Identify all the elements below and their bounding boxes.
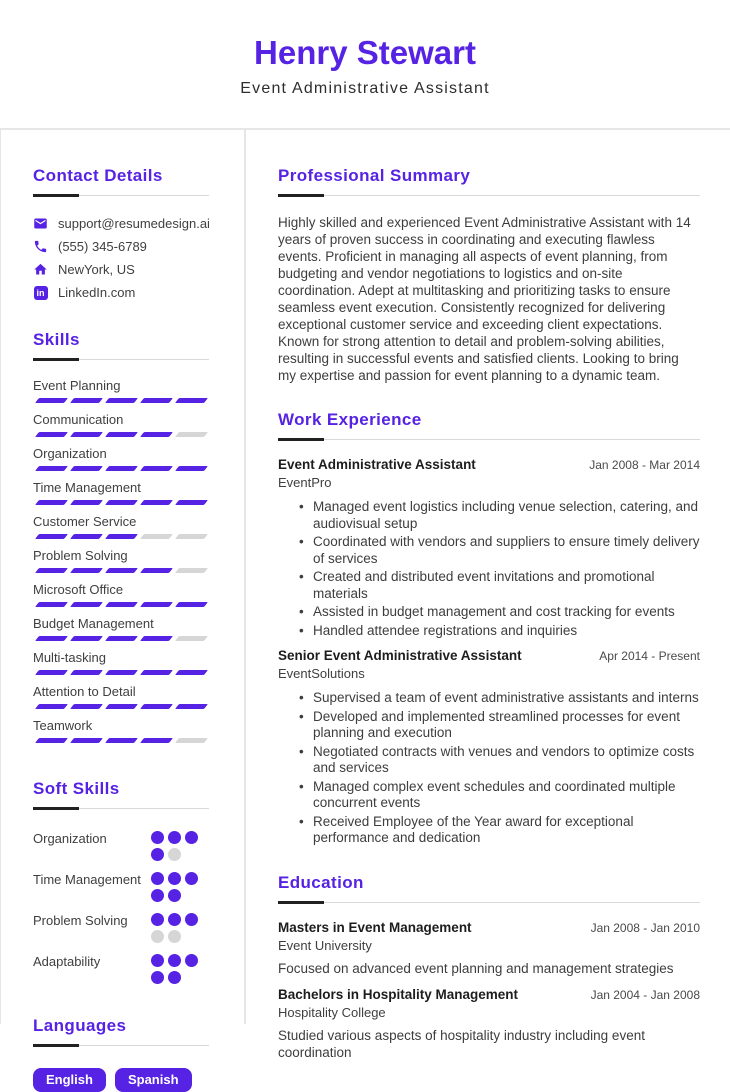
summary-section bbox=[278, 166, 700, 384]
job-bullets bbox=[278, 499, 700, 639]
skill-row bbox=[33, 582, 209, 607]
summary-text: Highly skilled and experienced Event Administrative Assistant with 14 years of proven success in coordinating and executing flawless events. Proficient in managing all aspects of event planning, from budgeting and vendor negotiations to logistics and on-site coordination. Adept at multitasking and prioritizing tasks to ensure seamless event execution. Consistently recognized for delivering exceptional customer service and exceeding client expectations. Known for strong attention to detail and problem-solving abilities, resulting in successful events and satisfied clients. Looking to bring my expertise and passion for event planning to a dynamic team. bbox=[278, 215, 691, 383]
skill-label: Attention to Detail bbox=[33, 684, 136, 699]
heading-rule bbox=[33, 807, 209, 809]
bullet-item: • Created and distributed event invitations and promotional materials bbox=[278, 569, 700, 602]
skill-label: Customer Service bbox=[33, 514, 137, 529]
school-name: Event University bbox=[278, 937, 372, 953]
skill-label: Communication bbox=[33, 412, 124, 427]
skill-bar bbox=[33, 432, 209, 437]
skill-dot bbox=[151, 872, 164, 885]
skill-bar-segment bbox=[140, 568, 173, 573]
degree-title: Bachelors in Hospitality Management bbox=[278, 986, 519, 1002]
contact-item-phone bbox=[33, 239, 209, 254]
skills-heading: Skills bbox=[33, 330, 80, 349]
skill-row bbox=[33, 378, 209, 403]
skill-dot bbox=[168, 913, 181, 926]
summary-heading: Professional Summary bbox=[278, 166, 471, 185]
skill-bar-segment bbox=[140, 636, 173, 641]
skill-dot bbox=[151, 889, 164, 902]
skill-dot bbox=[151, 913, 164, 926]
linkedin-icon: in bbox=[33, 285, 48, 300]
soft-skill-label: Problem Solving bbox=[33, 913, 128, 928]
skill-bar-segment bbox=[105, 670, 138, 675]
education-header bbox=[278, 987, 700, 1002]
home-icon bbox=[33, 262, 48, 277]
skill-label: Teamwork bbox=[33, 718, 93, 733]
job-entry bbox=[278, 648, 700, 847]
skill-row bbox=[33, 616, 209, 641]
skill-dot bbox=[185, 954, 198, 967]
skill-bar-segment bbox=[140, 398, 173, 403]
soft-skill-dots bbox=[151, 952, 209, 984]
education-dates: Jan 2008 - Jan 2010 bbox=[590, 920, 700, 935]
bullet-item: • Managed complex event schedules and coordinated multiple concurrent events bbox=[278, 779, 700, 812]
bullet-item: • Developed and implemented streamlined processes for event planning and execution bbox=[278, 709, 700, 742]
job-header bbox=[278, 648, 700, 663]
contact-email-text[interactable]: support@resumedesign.ai bbox=[58, 216, 210, 231]
skill-bar-segment bbox=[35, 398, 68, 403]
skill-bar bbox=[33, 466, 209, 471]
skill-label: Multi-tasking bbox=[33, 650, 106, 665]
skill-bar bbox=[33, 398, 209, 403]
resume-body bbox=[0, 128, 730, 1087]
skill-bar-segment bbox=[35, 500, 68, 505]
skill-dot bbox=[168, 889, 181, 902]
skill-bar-segment bbox=[175, 568, 208, 573]
skill-dot bbox=[168, 930, 181, 943]
skill-bar-segment bbox=[175, 466, 208, 471]
skill-bar-segment bbox=[175, 398, 208, 403]
skill-dot bbox=[151, 954, 164, 967]
skill-dot bbox=[168, 848, 181, 861]
contact-item-location bbox=[33, 262, 209, 277]
skill-bar-segment bbox=[70, 398, 103, 403]
skill-bar-segment bbox=[175, 704, 208, 709]
skill-bar bbox=[33, 568, 209, 573]
job-dates: Apr 2014 - Present bbox=[599, 649, 700, 663]
skill-bar bbox=[33, 670, 209, 675]
heading-rule bbox=[33, 1044, 209, 1046]
skill-bar-segment bbox=[175, 500, 208, 505]
resume-header bbox=[0, 0, 730, 128]
job-title: Senior Event Administrative Assistant bbox=[278, 648, 522, 663]
skill-bar-segment bbox=[175, 670, 208, 675]
skill-bar-segment bbox=[35, 466, 68, 471]
skill-bar-segment bbox=[175, 534, 208, 539]
main-column bbox=[246, 130, 730, 1060]
job-company: EventSolutions bbox=[278, 666, 365, 681]
skill-bar-segment bbox=[70, 602, 103, 607]
skill-bar-segment bbox=[105, 568, 138, 573]
soft-skill-dots bbox=[151, 870, 209, 902]
skill-dot bbox=[168, 971, 181, 984]
skill-bar-segment bbox=[140, 466, 173, 471]
language-pills bbox=[33, 1068, 209, 1092]
skill-bar-segment bbox=[70, 500, 103, 505]
skill-row bbox=[33, 684, 209, 709]
experience-heading: Work Experience bbox=[278, 410, 422, 429]
soft-skill-dots bbox=[151, 911, 209, 943]
skill-bar bbox=[33, 636, 209, 641]
heading-rule bbox=[278, 901, 700, 903]
skill-bar-segment bbox=[105, 636, 138, 641]
skill-bar-segment bbox=[140, 432, 173, 437]
skill-dot bbox=[168, 954, 181, 967]
skill-bar-segment bbox=[105, 738, 138, 743]
phone-icon bbox=[33, 239, 48, 254]
skill-bar-segment bbox=[175, 602, 208, 607]
skill-bar-segment bbox=[105, 466, 138, 471]
skill-label: Organization bbox=[33, 446, 107, 461]
skill-bar-segment bbox=[35, 568, 68, 573]
education-header bbox=[278, 920, 700, 935]
heading-rule bbox=[33, 358, 209, 360]
education-heading: Education bbox=[278, 872, 364, 892]
skill-row bbox=[33, 412, 209, 437]
job-bullets bbox=[278, 690, 700, 847]
skill-bar-segment bbox=[35, 432, 68, 437]
sidebar bbox=[1, 130, 246, 1087]
bullet-item: • Handled attendee registrations and inquiries bbox=[278, 623, 700, 640]
skill-bar-segment bbox=[70, 670, 103, 675]
soft-skill-row bbox=[33, 911, 209, 943]
skill-bar-segment bbox=[105, 534, 138, 539]
email-icon bbox=[33, 216, 48, 231]
skill-row bbox=[33, 718, 209, 743]
skill-bar-segment bbox=[140, 670, 173, 675]
soft-skills-list bbox=[33, 829, 209, 984]
skill-bar-segment bbox=[35, 636, 68, 641]
job-company: EventPro bbox=[278, 475, 332, 490]
skill-dot bbox=[168, 872, 181, 885]
skill-label: Event Planning bbox=[33, 378, 121, 393]
skill-bar-segment bbox=[70, 636, 103, 641]
skill-bar-segment bbox=[175, 636, 208, 641]
skill-bar-segment bbox=[35, 534, 68, 539]
skill-bar-segment bbox=[70, 704, 103, 709]
language-pill: English bbox=[33, 1068, 106, 1092]
skill-dot bbox=[151, 930, 164, 943]
skill-bar-segment bbox=[35, 670, 68, 675]
skill-label: Budget Management bbox=[33, 616, 154, 631]
heading-rule bbox=[33, 194, 209, 196]
skill-row bbox=[33, 446, 209, 471]
skill-bar-segment bbox=[35, 704, 68, 709]
soft-skill-label: Time Management bbox=[33, 872, 141, 887]
skill-bar bbox=[33, 534, 209, 539]
bullet-item: • Assisted in budget management and cost tracking for events bbox=[278, 604, 700, 621]
skill-bar bbox=[33, 738, 209, 743]
contact-linkedin-text[interactable]: LinkedIn.com bbox=[58, 285, 136, 300]
education-entry bbox=[278, 920, 700, 977]
skill-bar bbox=[33, 704, 209, 709]
skill-dot bbox=[151, 971, 164, 984]
skill-bar-segment bbox=[35, 738, 68, 743]
education-description: Studied various aspects of hospitality industry including event coordination bbox=[278, 1027, 645, 1060]
candidate-name: Henry Stewart bbox=[254, 34, 476, 71]
contact-phone-text: (555) 345-6789 bbox=[58, 239, 147, 254]
skill-bar-segment bbox=[140, 704, 173, 709]
soft-skills-section bbox=[33, 779, 209, 984]
skill-label: Problem Solving bbox=[33, 548, 128, 563]
skill-row bbox=[33, 548, 209, 573]
contact-heading: Contact Details bbox=[33, 166, 163, 185]
bullet-item: • Negotiated contracts with venues and vendors to optimize costs and services bbox=[278, 744, 700, 777]
skill-bar-segment bbox=[105, 398, 138, 403]
skill-dot bbox=[151, 848, 164, 861]
candidate-job-title: Event Administrative Assistant bbox=[240, 79, 490, 97]
degree-title: Masters in Event Management bbox=[278, 919, 472, 935]
contact-list bbox=[33, 216, 209, 300]
job-dates: Jan 2008 - Mar 2014 bbox=[589, 458, 700, 472]
skill-bar-segment bbox=[70, 738, 103, 743]
skill-bar-segment bbox=[70, 466, 103, 471]
skill-bar-segment bbox=[140, 602, 173, 607]
skills-section bbox=[33, 330, 209, 743]
skill-bar-segment bbox=[70, 568, 103, 573]
soft-skill-label: Organization bbox=[33, 831, 107, 846]
education-description: Focused on advanced event planning and management strategies bbox=[278, 960, 674, 976]
bullet-item: • Received Employee of the Year award for exceptional performance and dedication bbox=[278, 814, 700, 847]
contact-item-email bbox=[33, 216, 209, 231]
skill-bar-segment bbox=[140, 738, 173, 743]
heading-rule bbox=[278, 438, 700, 440]
skill-bar-segment bbox=[35, 602, 68, 607]
skill-label: Time Management bbox=[33, 480, 141, 495]
skill-dot bbox=[185, 872, 198, 885]
skill-bar-segment bbox=[105, 704, 138, 709]
skill-dot bbox=[151, 831, 164, 844]
experience-section bbox=[278, 410, 700, 847]
education-section bbox=[278, 873, 700, 1061]
soft-skill-row bbox=[33, 870, 209, 902]
skill-row bbox=[33, 480, 209, 505]
skill-dot bbox=[185, 831, 198, 844]
skill-bar-segment bbox=[175, 738, 208, 743]
languages-section bbox=[33, 1016, 209, 1092]
skill-bar-segment bbox=[70, 534, 103, 539]
skill-bar-segment bbox=[140, 534, 173, 539]
skill-label: Microsoft Office bbox=[33, 582, 124, 597]
skill-dot bbox=[168, 831, 181, 844]
bullet-item: • Coordinated with vendors and suppliers to ensure timely delivery of services bbox=[278, 534, 700, 567]
job-header bbox=[278, 457, 700, 472]
soft-skill-row bbox=[33, 829, 209, 861]
bullet-item: • Supervised a team of event administrative assistants and interns bbox=[278, 690, 700, 707]
soft-skill-row bbox=[33, 952, 209, 984]
skill-bar-segment bbox=[105, 432, 138, 437]
skill-row bbox=[33, 650, 209, 675]
job-title: Event Administrative Assistant bbox=[278, 457, 476, 472]
soft-skill-dots bbox=[151, 829, 209, 861]
languages-heading: Languages bbox=[33, 1016, 127, 1035]
skill-bar bbox=[33, 602, 209, 607]
soft-skills-heading: Soft Skills bbox=[33, 779, 120, 798]
contact-location-text: NewYork, US bbox=[58, 262, 135, 277]
skill-bar-segment bbox=[105, 500, 138, 505]
skill-bar bbox=[33, 500, 209, 505]
skill-bar-segment bbox=[105, 602, 138, 607]
skill-bar-segment bbox=[70, 432, 103, 437]
contact-section bbox=[33, 166, 209, 300]
job-entry bbox=[278, 457, 700, 639]
bullet-item: • Managed event logistics including venue selection, catering, and audiovisual setup bbox=[278, 499, 700, 532]
education-dates: Jan 2004 - Jan 2008 bbox=[590, 987, 700, 1002]
skill-row bbox=[33, 514, 209, 539]
skill-dot bbox=[185, 913, 198, 926]
skill-bar-segment bbox=[140, 500, 173, 505]
soft-skill-label: Adaptability bbox=[33, 954, 101, 969]
contact-item-linkedin bbox=[33, 285, 209, 300]
school-name: Hospitality College bbox=[278, 1004, 386, 1020]
heading-rule bbox=[278, 194, 700, 196]
skill-bar-segment bbox=[175, 432, 208, 437]
language-pill: Spanish bbox=[115, 1068, 192, 1092]
skills-list bbox=[33, 378, 209, 743]
